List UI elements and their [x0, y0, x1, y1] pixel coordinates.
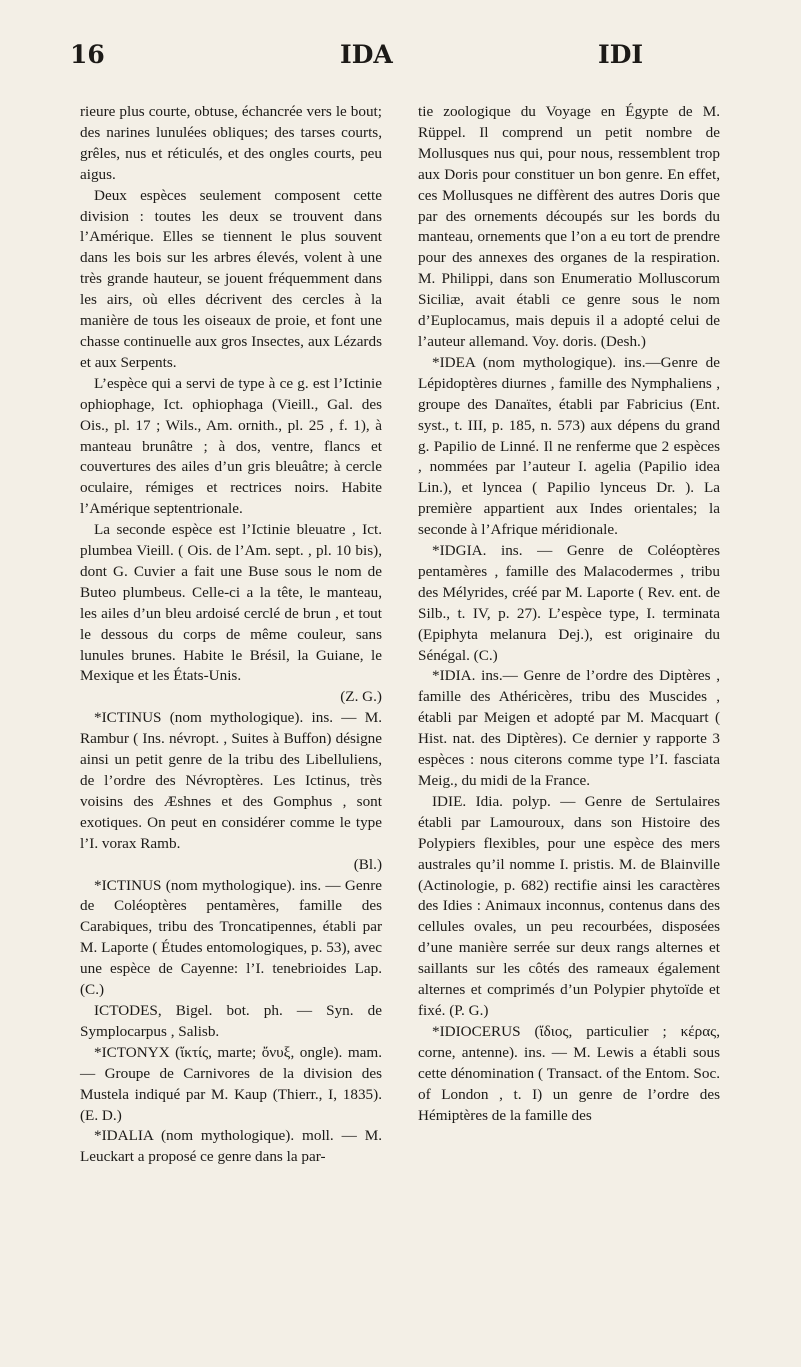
entry-paragraph: *IDGIA. ins. — Genre de Coléoptères pentamères , famille des Malacodermes , tribu des Mélyrides, créé par M. Laporte ( Rev. ent. de Silb., t. IV, p. 27). L’espèce type, I. terminata (Epiphyta melanura Dej.), est originaire du Sénégal. (C.): [418, 542, 720, 664]
right-column: [418, 102, 720, 1126]
page-title: IDA: [340, 40, 393, 69]
entry-paragraph: *IDALIA (nom mythologique). moll. — M. Leuckart a proposé ce genre dans la par-: [80, 1127, 382, 1166]
page-header: [70, 40, 730, 80]
entry-paragraph: La seconde espèce est l’Ictinie bleuatre , Ict. plumbea Vieill. ( Ois. de l’Am. sept. , pl. 10 bis), dont G. Cuvier a fait une Buse sous le nom de Buteo plumbeus. Celle-ci a la tête, le manteau, les ailes d’un bleu ardoisé cerclé de brun , et tout le dessous du corps de même couleur, sans lunules brunes. Habite le Brésil, la Guiane, le Mexique et les États-Unis.: [80, 521, 382, 685]
entry-paragraph: (Bl.): [353, 855, 382, 873]
entry-paragraph: tie zoologique du Voyage en Égypte de M. Rüppel. Il comprend un petit nombre de Mollusques nus qui, pour nous, ressemblent trop aux Doris pour constituer un bon genre. En effet, ces Mollusques ne diffèrent des autres Doris que par des ornements découpés sur les bords du manteau, ornements que l’on a eu tort de prendre pour des annexes des organes de la respiration. M. Philippi, dans son Enumeratio Molluscorum Siciliæ, avait établi ce genre sous le nom d’Euplocamus, mais depuis il a adopté celui de l’auteur allemand. Voy. doris. (Desh.): [418, 103, 720, 350]
entry-paragraph: (Z. G.): [340, 688, 382, 706]
entry-paragraph: *IDIOCERUS (ἴδιος, particulier ; κέρας, corne, antenne). ins. — M. Lewis a établi sous cette dénomination ( Transact. of the Entom. Soc. of London , t. I) un genre de l’ordre des Hémiptères de la famille des: [418, 1022, 720, 1124]
entry-paragraph: *ICTONYX (ἴκτίς, marte; ὄνυξ, ongle). mam. — Groupe de Carnivores de la division des Mustela indiqué par M. Kaup (Thierr., I, 1835). (E. D.): [80, 1043, 382, 1124]
page-number: 16: [70, 40, 105, 69]
entry-paragraph: L’espèce qui a servi de type à ce g. est l’Ictinie ophiophage, Ict. ophiophaga (Vieill., Gal. des Ois., pl. 17 ; Wils., Am. ornith., pl. 25 , f. 1), à manteau brunâtre ; à dos, ventre, flancs et couvertures des ailes d’un gris bleuâtre; à cercle oculaire, rémiges et rectrices noirs. Habite l’Amérique septentrionale.: [80, 374, 382, 518]
entry-paragraph: Deux espèces seulement composent cette division : toutes les deux se trouvent dans l’Amérique. Elles se tiennent le plus souvent dans les bois sur les arbres élevés, volent à une très grande hauteur, se jouent fréquemment dans les airs, où elles décrivent des cercles à la manière de tous les oiseaux de proie, et font une chasse continuelle aux gros Insectes, aux Lézards et aux Serpents.: [80, 186, 382, 371]
entry-paragraph: *ICTINUS (nom mythologique). ins. — Genre de Coléoptères pentamères, famille des Carabiques, tribu des Troncatipennes, établi par M. Laporte ( Études entomologiques, p. 53), avec une espèce de Cayenne: l’I. tenebrioides Lap. (C.): [80, 876, 382, 999]
entry-paragraph: IDIE. Idia. polyp. — Genre de Sertulaires établi par Lamouroux, dans son Histoire des Polypiers flexibles, pour une espèce des mers australes qu’il nomme I. pristis. M. de Blainville (Actinologie, p. 682) rectifie ainsi les caractères des Idies : Animaux inconnus, contenus dans des cellules ovales, un peu recourbées, disposées d’une manière serrée sur deux rangs alternes et saillants sur les côtés des rameaux également alternes et comprimés d’un Polypier phytoïde et fixé. (P. G.): [418, 792, 720, 1019]
left-column: [80, 102, 382, 1168]
entry-paragraph: rieure plus courte, obtuse, échancrée vers le bout; des narines lunulées obliques; des tarses courts, grêles, nus et réticulés, et des ongles courts, peu aigus.: [80, 103, 382, 183]
entry-paragraph: ICTODES, Bigel. bot. ph. — Syn. de Symplocarpus , Salisb.: [80, 1001, 382, 1040]
running-head: IDI: [598, 40, 644, 69]
entry-paragraph: *ICTINUS (nom mythologique). ins. — M. Rambur ( Ins. névropt. , Suites à Buffon) désigne ainsi un petit genre de la tribu des Libelluliens, de l’ordre des Névroptères. Les Ictinus, très voisins des Æshnes et des Gomphus , sont exotiques. On peut en considérer comme le type l’I. vorax Ramb.: [80, 709, 382, 852]
entry-paragraph: *IDIA. ins.— Genre de l’ordre des Diptères , famille des Athéricères, tribu des Muscides , établi par Meigen et adopté par M. Macquart ( Hist. nat. des Diptères). Ce dernier y rapporte 3 espèces : nous citerons comme type l’I. fasciata Meig., du midi de la France.: [418, 667, 720, 789]
entry-paragraph: *IDEA (nom mythologique). ins.—Genre de Lépidoptères diurnes , famille des Nymphaliens , groupe des Danaïtes, établi par Fabricius (Ent. syst., t. III, p. 185, n. 573) aux dépens du grand g. Papilio de Linné. Il ne renferme que 2 espèces , nommées par l’auteur I. agelia (Papilio idea Lin.), et lyncea ( Papilio lynceus Dr. ). La première appartient aux Indes orientales; la seconde à l’Afrique méridionale.: [418, 353, 720, 539]
